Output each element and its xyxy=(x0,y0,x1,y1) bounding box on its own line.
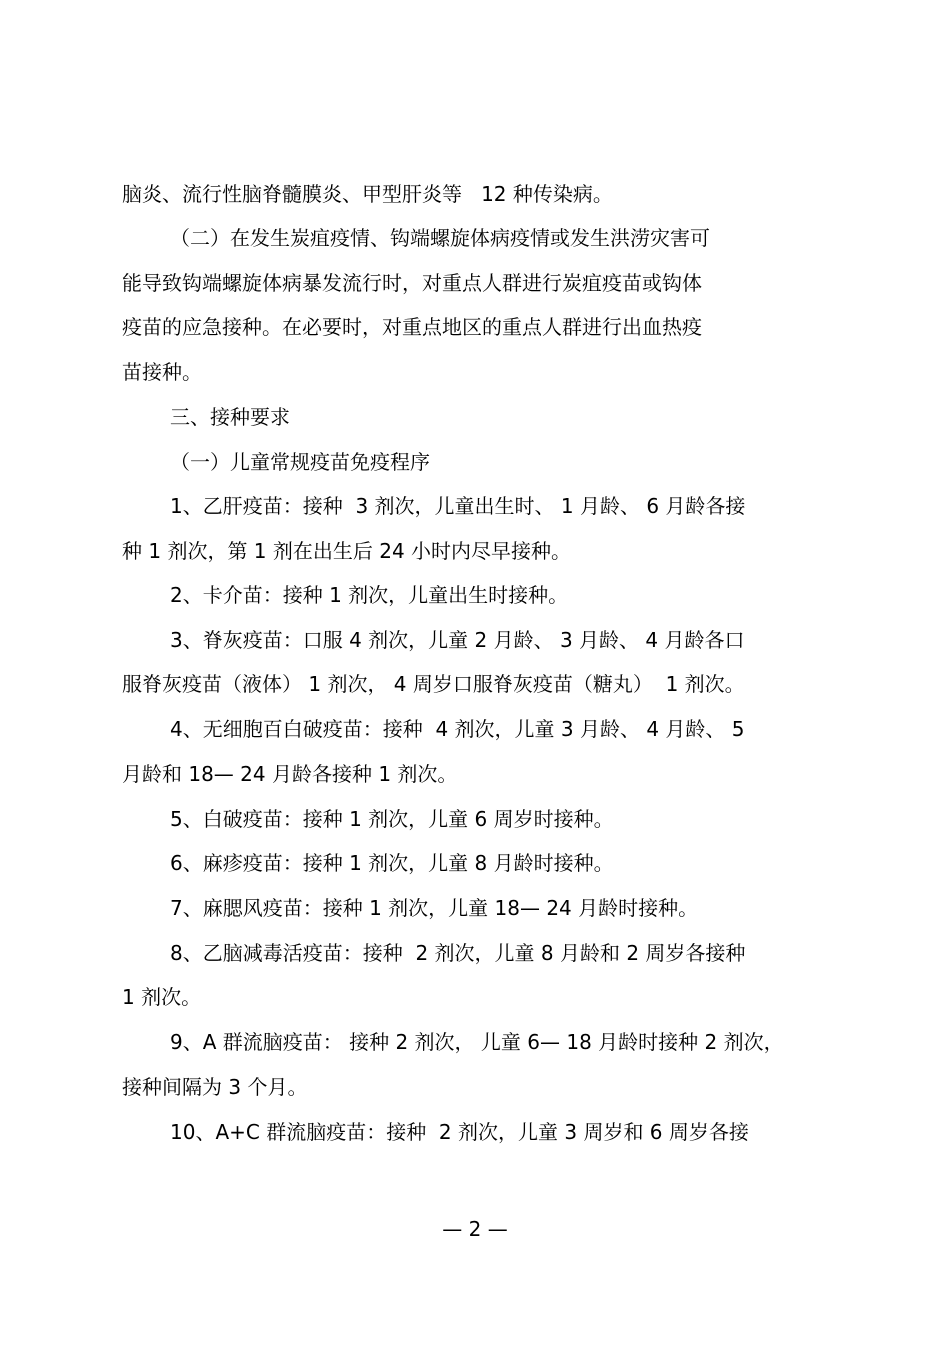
section-heading: 三、接种要求 xyxy=(170,405,290,429)
text-line: 苗接种。 xyxy=(122,360,202,384)
subsection-heading: （一）儿童常规疫苗免疫程序 xyxy=(170,450,430,474)
text-line: 2、卡介苗：接种 1 剂次，儿童出生时接种。 xyxy=(170,583,569,607)
text-line: 3、脊灰疫苗：口服 4 剂次，儿童 2 月龄、 3 月龄、 4 月龄各口 xyxy=(170,628,745,652)
text-line: 疫苗的应急接种。在必要时，对重点地区的重点人群进行出血热疫 xyxy=(122,315,702,339)
text-line: （二）在发生炭疽疫情、钩端螺旋体病疫情或发生洪涝灾害可 xyxy=(170,226,710,250)
text-line: 7、麻腮风疫苗：接种 1 剂次，儿童 18— 24 月龄时接种。 xyxy=(170,896,699,920)
page-number: — 2 — xyxy=(442,1217,508,1241)
text-line: 9、A 群流脑疫苗： 接种 2 剂次， 儿童 6— 18 月龄时接种 2 剂次， xyxy=(170,1030,784,1054)
text-line: 月龄和 18— 24 月龄各接种 1 剂次。 xyxy=(122,762,458,786)
text-line: 10、A+C 群流脑疫苗：接种 2 剂次，儿童 3 周岁和 6 周岁各接 xyxy=(170,1120,749,1144)
text-line: 5、白破疫苗：接种 1 剂次，儿童 6 周岁时接种。 xyxy=(170,807,614,831)
text-line: 8、乙脑减毒活疫苗：接种 2 剂次，儿童 8 月龄和 2 周岁各接种 xyxy=(170,941,746,965)
text-line: 服脊灰疫苗（液体） 1 剂次， 4 周岁口服脊灰疫苗（糖丸） 1 剂次。 xyxy=(122,672,745,696)
text-line: 种 1 剂次，第 1 剂在出生后 24 小时内尽早接种。 xyxy=(122,539,572,563)
text-line: 脑炎、流行性脑脊髓膜炎、甲型肝炎等 12 种传染病。 xyxy=(122,182,613,206)
text-line: 4、无细胞百白破疫苗：接种 4 剂次，儿童 3 月龄、 4 月龄、 5 xyxy=(170,717,745,741)
text-line: 1、乙肝疫苗：接种 3 剂次，儿童出生时、 1 月龄、 6 月龄各接 xyxy=(170,494,746,518)
text-line: 接种间隔为 3 个月。 xyxy=(122,1075,308,1099)
text-line: 能导致钩端螺旋体病暴发流行时，对重点人群进行炭疽疫苗或钩体 xyxy=(122,271,702,295)
text-line: 1 剂次。 xyxy=(122,985,202,1009)
text-line: 6、麻疹疫苗：接种 1 剂次，儿童 8 月龄时接种。 xyxy=(170,851,614,875)
